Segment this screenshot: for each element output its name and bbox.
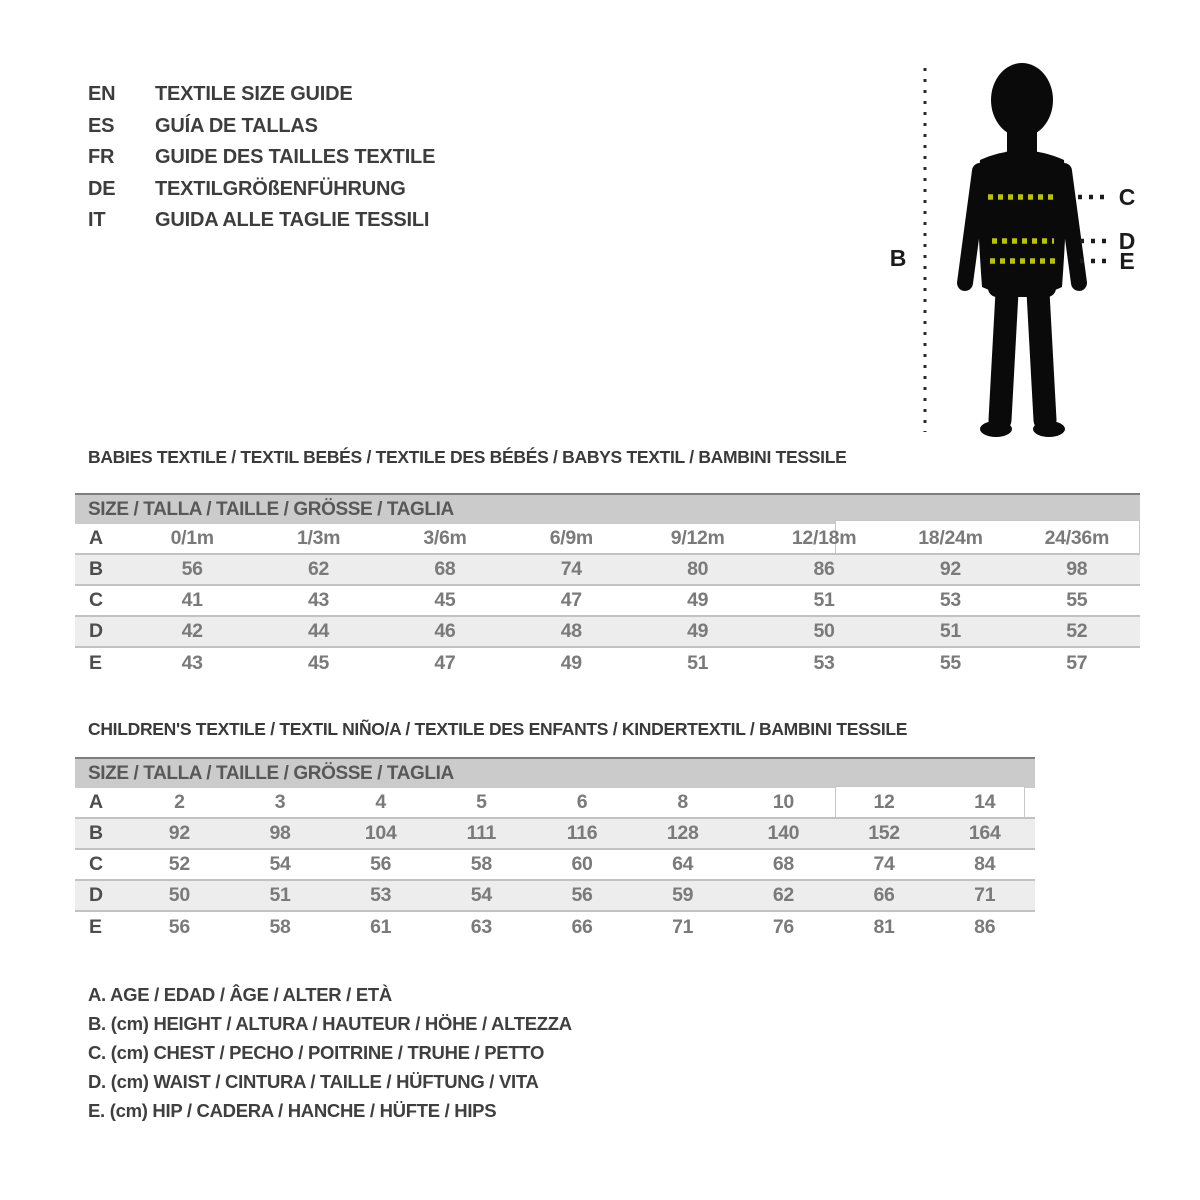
lang-row-de [88,174,435,206]
table-cell: 53 [370,884,392,906]
table-cell: 41 [181,589,203,611]
table-cell: 47 [434,652,456,674]
row-label: C [89,853,103,875]
child-body-shape [965,63,1079,437]
table-cell: 4 [375,791,386,813]
table-row [75,912,1035,943]
table-cell: 98 [269,822,291,844]
lang-code: DE [88,177,116,200]
table-cell: 51 [813,589,835,611]
table-cell: 6/9m [549,527,593,549]
lang-title: TEXTILE SIZE GUIDE [155,83,353,106]
table-cell: 59 [672,884,694,906]
table-cell: 111 [466,822,497,844]
table-cell: 53 [939,589,961,611]
table-cell: 12 [873,791,895,813]
legend-line-age: A. AGE / EDAD / ÂGE / ALTER / ETÀ [88,983,392,1005]
table-cell: 92 [168,822,190,844]
table-cell: 62 [308,558,330,580]
table-cell: 1/3m [296,527,341,549]
table-cell: 50 [168,884,190,906]
lang-title: GUIDE DES TAILLES TEXTILE [155,146,436,169]
row-label: E [89,652,102,674]
table-cell: 56 [181,558,203,580]
legend-line-height: B. (cm) HEIGHT / ALTURA / HAUTEUR / HÖHE / ALTEZZA [88,1012,572,1034]
table-cell: 8 [677,791,688,813]
table-cell: 64 [672,853,694,875]
table-cell: 2 [174,791,185,813]
table-cell: 10 [772,791,794,813]
hip-label: E [1119,248,1135,274]
table-cell: 44 [308,620,330,642]
table-cell: 45 [308,652,330,674]
table-cell: 43 [308,589,330,611]
table-cell: 66 [571,916,593,938]
table-cell: 74 [873,853,895,875]
lang-row-es [88,111,435,143]
table-cell: 0/1m [170,527,214,549]
table-cell: 68 [772,853,794,875]
table-cell: 164 [968,822,1001,844]
size-header-bar: SIZE / TALLA / TAILLE / GRÖSSE / TAGLIA [75,757,1035,788]
legend-line-chest: C. (cm) CHEST / PECHO / POITRINE / TRUHE / PETTO [88,1041,545,1063]
lang-code: IT [88,209,106,232]
table-row [75,648,1140,679]
table-row [75,555,1140,586]
lang-row-it [88,205,435,237]
table-cell: 57 [1066,652,1088,674]
table-cell: 68 [434,558,456,580]
table-cell: 14 [974,791,996,813]
table-cell: 6 [576,791,588,813]
table-cell: 18/24m [918,527,983,549]
row-label: A [89,791,103,813]
table-row [75,586,1140,617]
language-title-list [88,79,435,237]
table-cell: 5 [476,791,487,813]
height-label: B [889,245,907,271]
table-cell: 46 [434,620,456,642]
table-cell: 60 [571,853,593,875]
table-cell: 48 [560,620,582,642]
chest-label: C [1118,184,1136,210]
row-label: B [89,822,103,844]
lang-row-fr [88,142,435,174]
row-label: A [89,527,103,549]
table-cell: 55 [939,652,961,674]
row-label: C [89,589,103,611]
babies-section-heading: BABIES TEXTILE / TEXTIL BEBÉS / TEXTILE DES BÉBÉS / BABYS TEXTIL / BAMBINI TESSILE [88,447,847,467]
table-row [75,850,1035,881]
table-cell: 58 [269,916,291,938]
table-cell: 42 [181,620,203,642]
lang-row-en [88,79,435,111]
table-cell: 54 [269,853,291,875]
table-cell: 56 [168,916,190,938]
children-section-heading: CHILDREN'S TEXTILE / TEXTIL NIÑO/A / TEXTILE DES ENFANTS / KINDERTEXTIL / BAMBINI TESSILE [88,719,908,739]
table-cell: 49 [560,652,582,674]
table-row [75,819,1035,850]
table-cell: 51 [269,884,291,906]
table-cell: 12/18m [791,527,857,549]
table-cell: 49 [687,620,709,642]
table-cell: 52 [168,853,190,875]
table-cell: 54 [470,884,492,906]
table-cell: 140 [767,822,800,844]
measurement-figure [850,40,1200,460]
table-cell: 116 [566,822,598,844]
row-label: E [89,916,102,938]
row-label: B [89,558,103,580]
table-cell: 45 [434,589,456,611]
table-cell: 104 [364,822,397,844]
table-cell: 63 [470,916,492,938]
table-cell: 62 [772,884,794,906]
lang-code: FR [88,146,115,169]
babies-table-rows [75,524,1140,679]
table-cell: 71 [672,916,694,938]
lang-code: ES [88,114,115,137]
table-cell: 61 [370,916,392,938]
table-cell: 92 [939,558,961,580]
legend-line-waist: D. (cm) WAIST / CINTURA / TAILLE / HÜFTUNG / VITA [88,1070,539,1092]
size-header-bar: SIZE / TALLA / TAILLE / GRÖSSE / TAGLIA [75,493,1140,524]
table-cell: 53 [813,652,835,674]
table-cell: 86 [974,916,996,938]
babies-size-table [75,493,1140,679]
table-cell: 81 [873,916,895,938]
row-label: D [89,884,103,906]
legend-line-hip: E. (cm) HIP / CADERA / HANCHE / HÜFTE / HIPS [88,1099,497,1121]
table-cell: 9/12m [670,527,725,549]
table-cell: 74 [560,558,582,580]
table-cell: 49 [687,589,709,611]
table-cell: 51 [687,652,709,674]
table-cell: 3 [274,791,286,813]
table-cell: 152 [868,822,900,844]
table-cell: 43 [181,652,203,674]
waist-label: D [1118,228,1136,254]
table-cell: 50 [813,620,835,642]
lang-title: TEXTILGRÖßENFÜHRUNG [155,177,406,200]
lang-code: EN [88,83,116,106]
children-table-rows [75,788,1035,943]
table-cell: 66 [873,884,895,906]
child-silhouette-icon [850,40,1200,460]
table-cell: 80 [687,558,709,580]
table-cell: 56 [370,853,392,875]
table-cell: 98 [1066,558,1088,580]
table-cell: 55 [1066,589,1088,611]
table-cell: 56 [571,884,593,906]
table-row [75,881,1035,912]
lang-title: GUIDA ALLE TAGLIE TESSILI [155,209,430,232]
table-cell: 24/36m [1044,527,1109,549]
measurement-legend [88,980,572,1125]
table-cell: 128 [666,822,699,844]
table-cell: 71 [974,884,996,906]
table-cell: 52 [1066,620,1088,642]
table-cell: 3/6m [423,527,467,549]
table-row [75,524,1140,555]
lang-title: GUÍA DE TALLAS [155,114,318,137]
table-cell: 76 [772,916,794,938]
row-label: D [89,620,103,642]
children-size-table [75,757,1035,943]
table-row [75,617,1140,648]
table-cell: 47 [560,589,582,611]
table-cell: 51 [939,620,961,642]
table-cell: 86 [813,558,835,580]
table-cell: 84 [974,853,996,875]
table-cell: 58 [470,853,492,875]
table-row [75,788,1035,819]
